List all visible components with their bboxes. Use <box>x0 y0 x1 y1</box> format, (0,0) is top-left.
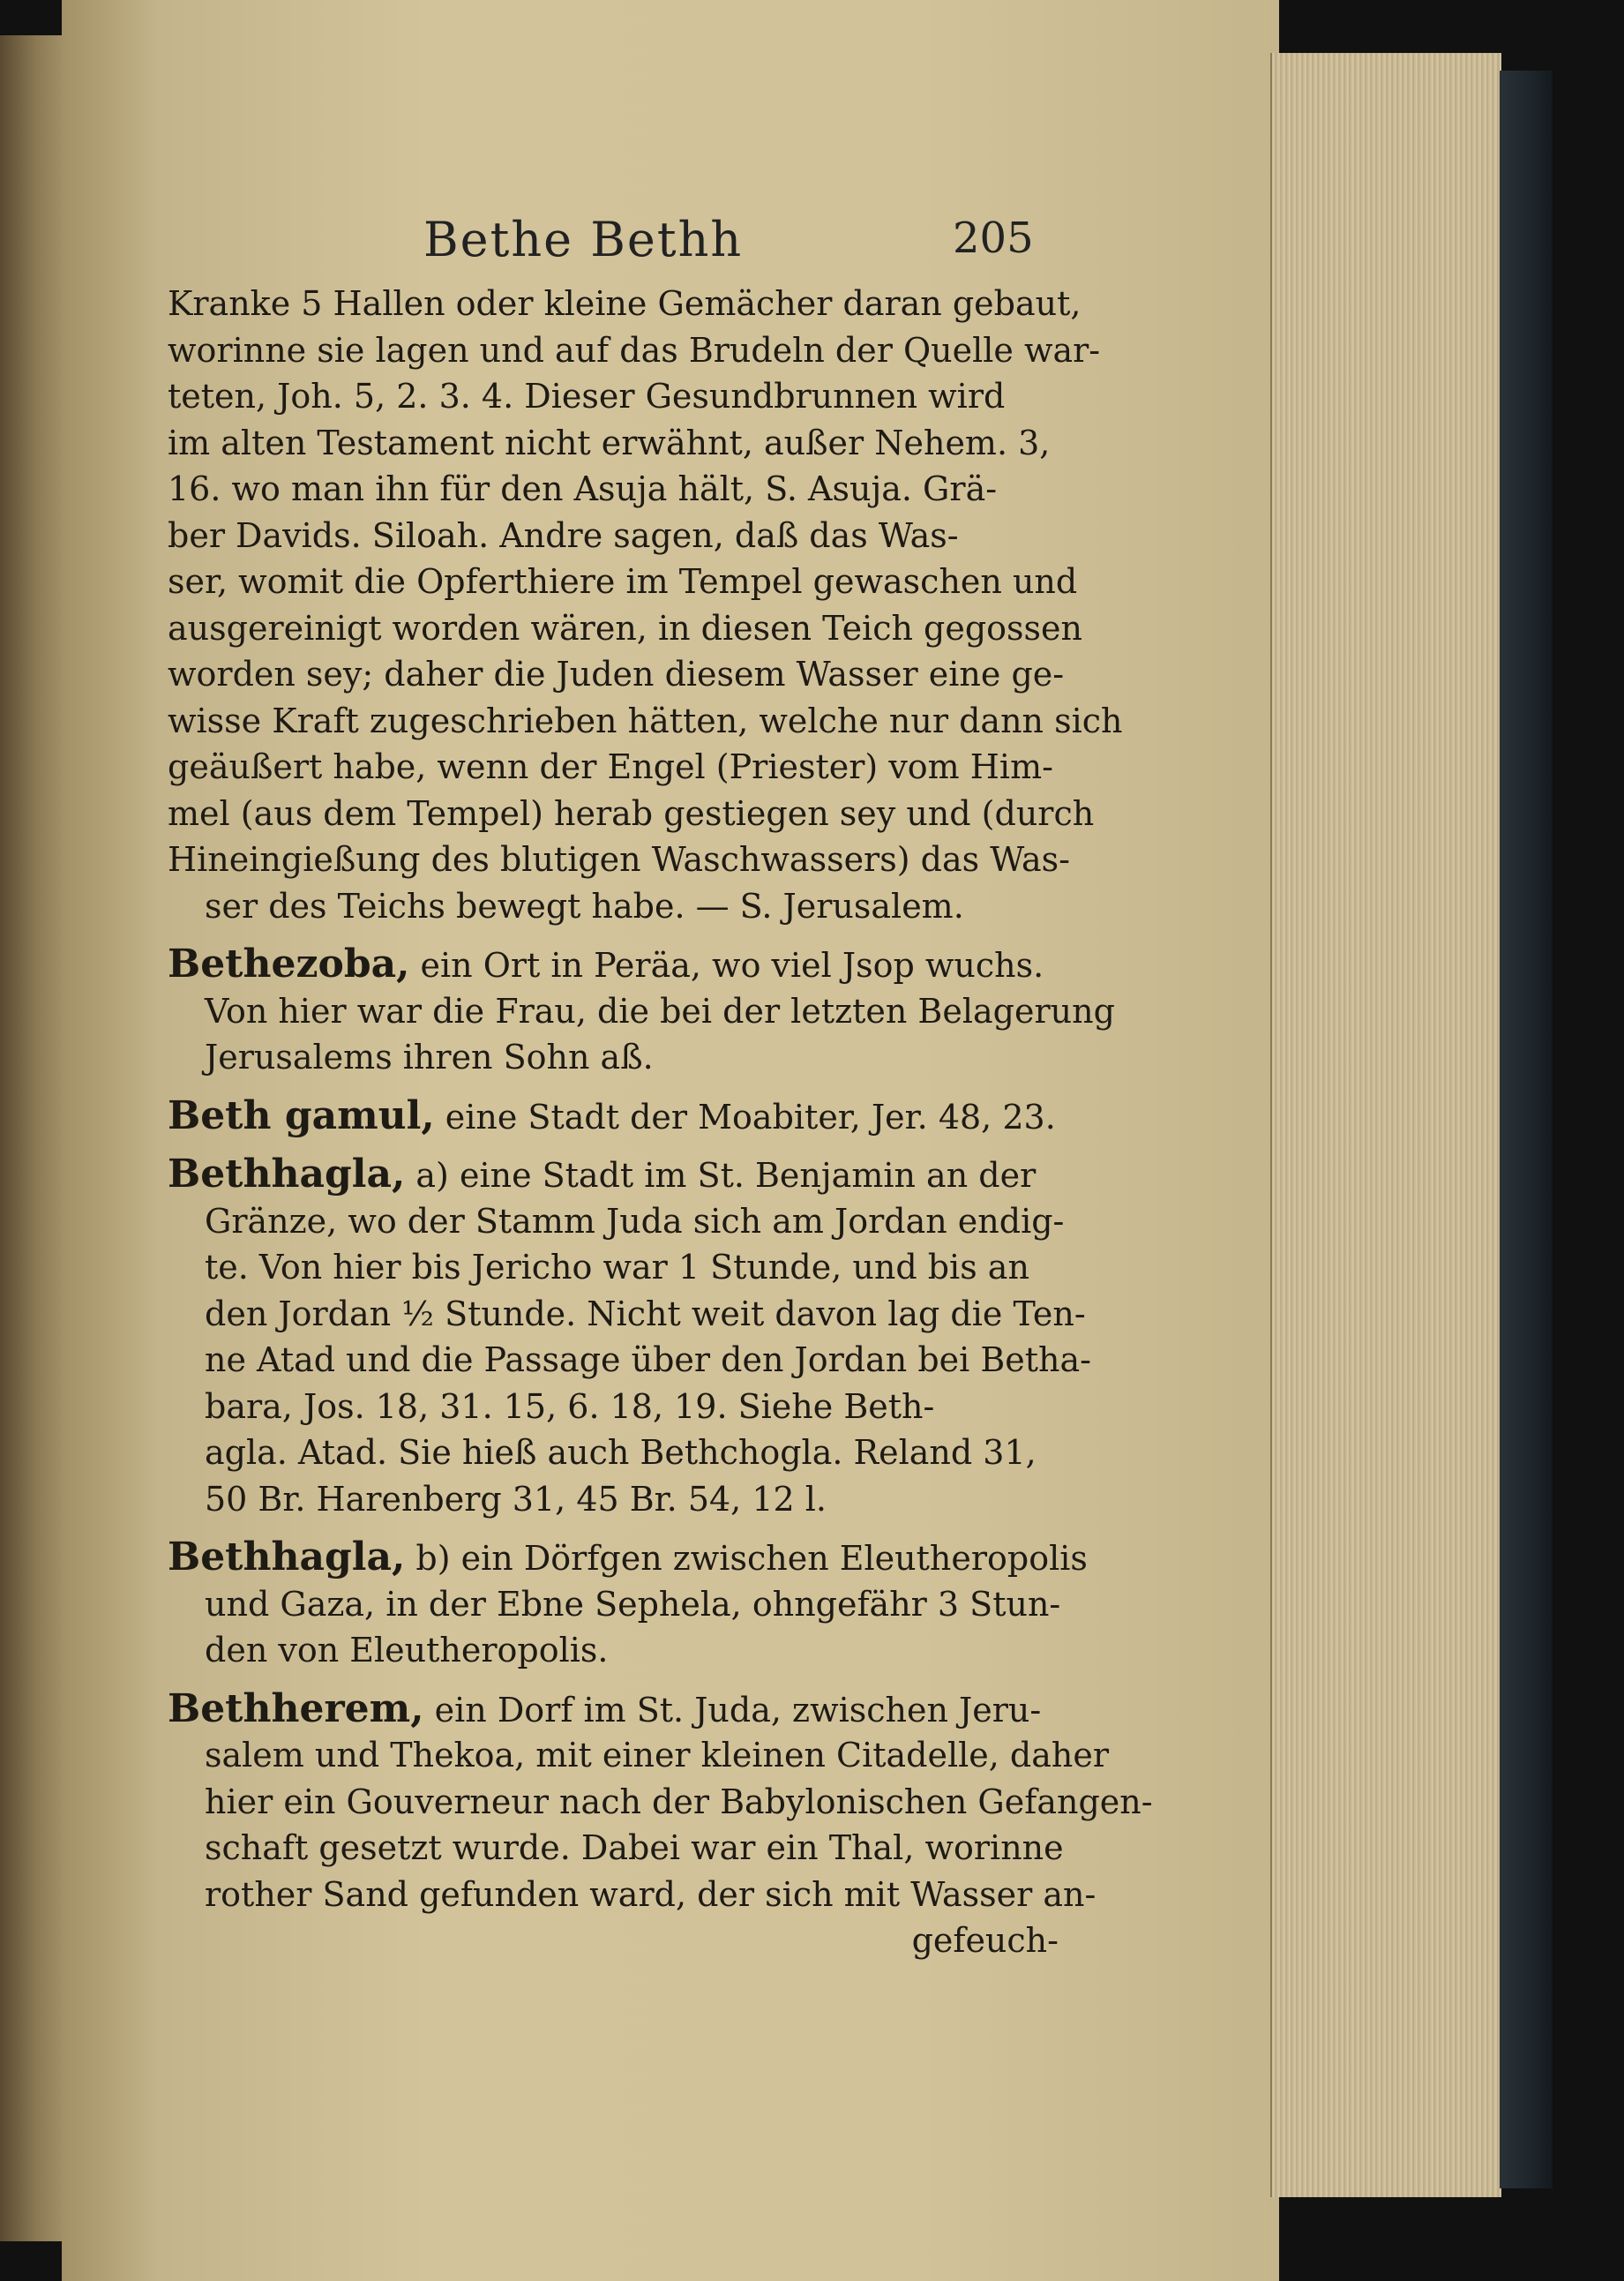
text-line: teten, Joh. 5, 2. 3. 4. Dieser Gesundbrunnen wird <box>168 377 1006 416</box>
page-stack-edge <box>1270 53 1501 2197</box>
running-head: Bethe Bethh <box>423 212 744 267</box>
entry-bethhagla-b <box>168 1534 1088 1674</box>
text-line: 16. wo man ihn für den Asuja hält, S. Asuja. Grä- <box>168 469 998 508</box>
entry-headword: Bethhagla, <box>168 1534 406 1579</box>
text-line: 50 Br. Harenberg 31, 45 Br. 54, 12 l. <box>205 1479 827 1519</box>
catchword: gefeuch- <box>911 1921 1059 1960</box>
text-line: Kranke 5 Hallen oder kleine Gemächer daran gebaut, <box>168 284 1081 323</box>
entry-headword: Bethezoba, <box>168 942 410 987</box>
text-line: Gränze, wo der Stamm Juda sich am Jordan endig- <box>205 1201 1065 1241</box>
text-line: mel (aus dem Tempel) herab gestiegen sey und (durch <box>168 793 1095 833</box>
page-number: 205 <box>953 214 1034 263</box>
entry-text: b) ein Dörfgen zwischen Eleutheropolis <box>405 1539 1088 1578</box>
text-line: den von Eleutheropolis. <box>205 1631 609 1669</box>
facing-page-edge <box>0 35 62 2241</box>
text-line: im alten Testament nicht erwähnt, außer Nehem. 3, <box>168 423 1051 462</box>
text-line: bara, Jos. 18, 31. 15, 6. 18, 19. Siehe Beth- <box>205 1386 935 1426</box>
entry-text: ein Dorf im St. Juda, zwischen Jeru- <box>423 1690 1042 1730</box>
text-line: ausgereinigt worden wären, in diesen Teich gegossen <box>168 608 1083 648</box>
page-header <box>0 212 1624 274</box>
entry-headword: Bethhagla, <box>168 1152 406 1197</box>
book-cover-edge <box>1500 71 1553 2188</box>
text-line: ser, womit die Opferthiere im Tempel gewaschen und <box>168 562 1078 601</box>
text-body <box>168 281 1153 1964</box>
entry-bethgamul <box>168 1093 1076 1140</box>
entry-bethezoba <box>168 942 1115 1081</box>
entry-text: ein Ort in Peräa, wo viel Jsop wuchs. <box>409 946 1044 985</box>
entry-headword: Beth gamul, <box>168 1092 435 1138</box>
entry-text: eine Stadt der Moabiter, Jer. 48, 23. <box>434 1097 1056 1137</box>
entry-bethherem <box>168 1685 1153 1964</box>
text-line: den Jordan ½ Stunde. Nicht weit davon lag die Ten- <box>205 1294 1086 1333</box>
entry-bethhagla-a <box>168 1152 1092 1522</box>
entry-headword: Bethherem, <box>168 1685 424 1731</box>
text-line: Von hier war die Frau, die bei der letzten Belagerung <box>205 991 1115 1031</box>
text-line: agla. Atad. Sie hieß auch Bethchogla. Reland 31, <box>205 1433 1037 1472</box>
entry-text: a) eine Stadt im St. Benjamin an der <box>405 1156 1037 1195</box>
text-line: und Gaza, in der Ebne Sephela, ohngefähr 3 Stun- <box>205 1584 1061 1624</box>
text-line: ser des Teichs bewegt habe. — S. Jerusalem. <box>205 886 964 926</box>
continued-paragraph <box>168 281 1123 929</box>
text-line: Jerusalems ihren Sohn aß. <box>205 1038 654 1077</box>
text-line: te. Von hier bis Jericho war 1 Stunde, und bis an <box>205 1248 1029 1287</box>
text-line: geäußert habe, wenn der Engel (Priester) vom Him- <box>168 747 1053 786</box>
text-line: worinne sie lagen und auf das Brudeln der Quelle war- <box>168 330 1101 370</box>
text-line: schaft gesetzt wurde. Dabei war ein Thal, worinne <box>205 1828 1064 1867</box>
text-line: worden sey; daher die Juden diesem Wasser eine ge- <box>168 655 1065 694</box>
text-line: Hineingießung des blutigen Waschwassers) das Was- <box>168 840 1070 879</box>
text-line: ber Davids. Siloah. Andre sagen, daß das Was- <box>168 515 959 555</box>
text-line: rother Sand gefunden ward, der sich mit Wasser an- <box>205 1874 1096 1914</box>
text-line: ne Atad und die Passage über den Jordan bei Betha- <box>205 1340 1092 1379</box>
text-line: wisse Kraft zugeschrieben hätten, welche nur dann sich <box>168 701 1123 740</box>
text-line: salem und Thekoa, mit einer kleinen Citadelle, daher <box>205 1736 1110 1775</box>
text-line: hier ein Gouverneur nach der Babylonischen Gefangen- <box>205 1782 1153 1821</box>
